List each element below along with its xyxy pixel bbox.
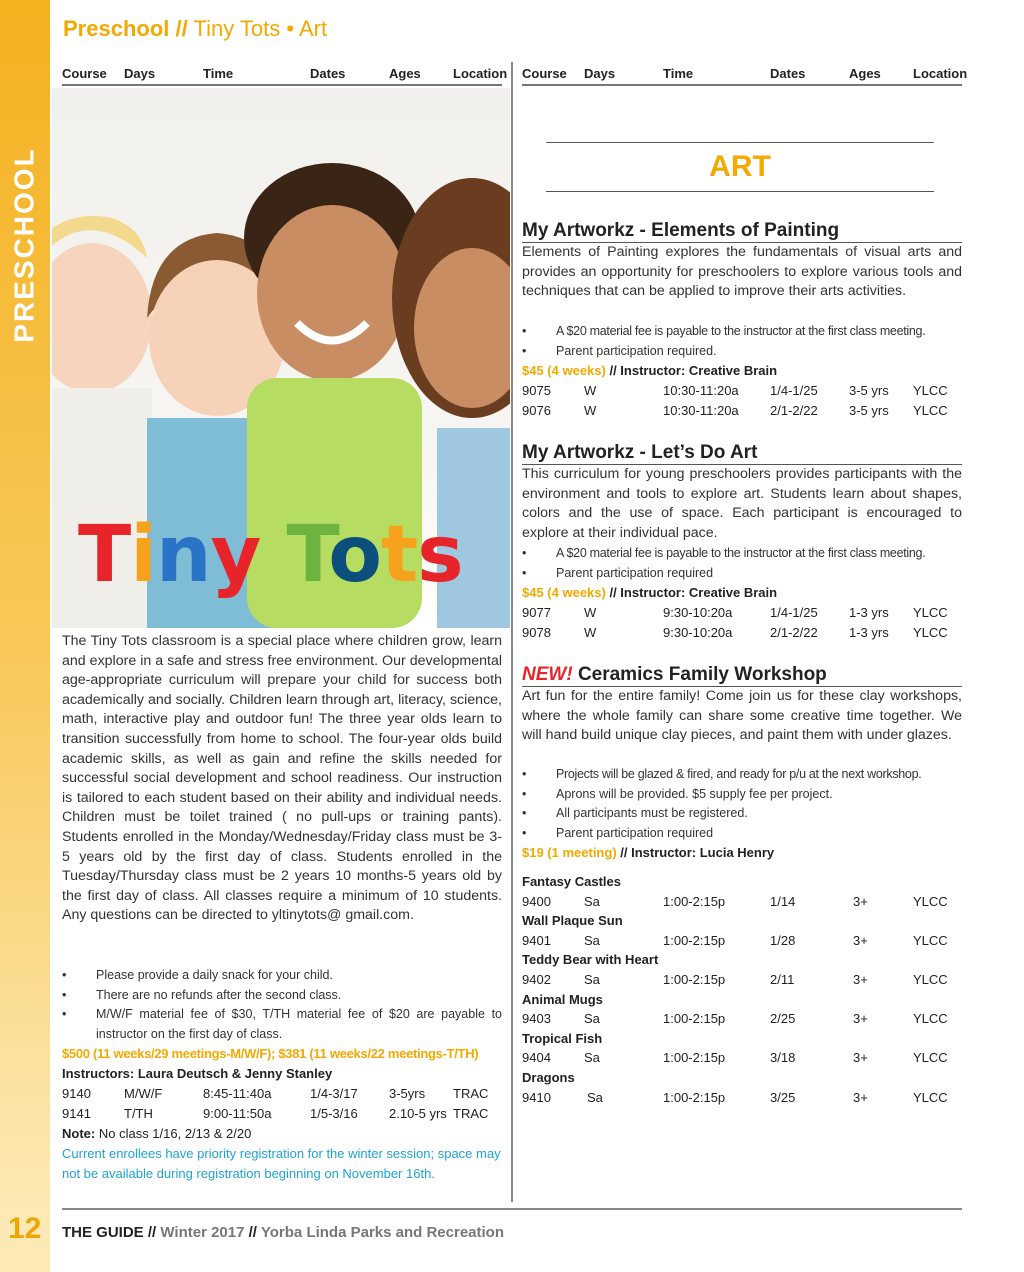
priority-notice: Current enrollees have priority registration for the winter session; space may not be available during registration beginning on November 16th. [62, 1146, 501, 1181]
logo-letter: i [130, 510, 156, 600]
dates: 1/14 [770, 893, 796, 909]
table-row [522, 892, 962, 912]
table-row [522, 1009, 962, 1029]
dates: 2/25 [770, 1011, 796, 1027]
time: 1:00-2:15p [663, 971, 726, 987]
column-header-left [62, 64, 508, 86]
table-row [62, 1104, 502, 1124]
col-course: Course [522, 66, 567, 81]
note-text: No class 1/16, 2/13 & 2/20 [98, 1126, 252, 1141]
page-title [63, 16, 327, 42]
tiny-tots-note [62, 1124, 251, 1144]
days: Sa [584, 1011, 600, 1027]
table-row [522, 970, 962, 990]
col-ages: Ages [389, 66, 421, 81]
location: YLCC [913, 403, 948, 418]
col-location: Location [453, 66, 508, 81]
col-dates: Dates [770, 66, 806, 81]
page-footer [62, 1224, 504, 1241]
tiny-tots-logo [78, 510, 463, 600]
days: Sa [584, 932, 600, 948]
logo-letter: o [328, 510, 381, 600]
table-row [522, 381, 962, 401]
painting-description: Elements of Painting explores the fundamentals of visual arts and provides an opportunity for preschoolers to explore various tools and techniques that can be applied to improve their arts activities. [522, 244, 962, 300]
sidebar-label: PRESCHOOL [9, 147, 41, 343]
ages: 1-3 yrs [849, 605, 889, 620]
course-number: 9404 [522, 1050, 551, 1066]
col-days: Days [584, 66, 616, 81]
ceramics-title: Ceramics Family Workshop [577, 664, 827, 685]
days: M/W/F [124, 1086, 163, 1101]
days: W [584, 403, 597, 418]
tiny-tots-bullets [62, 966, 502, 1044]
letsdo-description: This curriculum for young preschoolers provides participants with the environment and tools to explore art. Students learn about shapes, colors and the use of space. Each participant is encouraged to explore at their individual pace. [522, 466, 962, 541]
time: 1:00-2:15p [663, 932, 726, 948]
note-label: Note: [62, 1126, 96, 1141]
ages: 3+ [853, 1089, 868, 1105]
location: YLCC [913, 971, 948, 987]
course-number: 9077 [522, 605, 551, 620]
tiny-tots-description: The Tiny Tots classroom is a special place where children grow, learn and explore in a safe and stress free environment. Our developmental age-appropriate curriculum will prepare your child for success both academically and socially. Children learn through art, literacy, science, math, interactive play and outdoor fun! The three year olds learn to transition successfully from home to school. The four-year olds build academic skills, as well as gain and refine the skills needed for successful social development and school readiness. Our instruction is tailored to each student based on their ability and individual needs. Children must be toilet trained ( no pull-ups or training pants). Students enrolled in the Monday/Wednesday/Friday class must be 3-5 years old by the first day of class. Students enrolled in the Tuesday/Thursday class must be 2 years 10 months-5 years old by the first day of class. All classes require a minimum of 10 students. Any questions can be directed to yltinytots@ gmail.com. [62, 633, 502, 924]
time: 1:00-2:15p [663, 1089, 726, 1105]
ages: 3+ [853, 1050, 868, 1066]
logo-letter: T [78, 510, 131, 600]
footer-sep: // [147, 1224, 157, 1241]
column-divider [511, 62, 513, 1202]
price: $45 (4 weeks) [522, 585, 606, 600]
ages: 2.10-5 yrs [389, 1106, 447, 1121]
tiny-tots-price: $500 (11 weeks/29 meetings-M/W/F); $381 (11 weeks/22 meetings-T/TH) [62, 1046, 479, 1061]
course-number: 9410 [522, 1089, 551, 1105]
workshop-name: Dragons [522, 1069, 575, 1085]
letsdo-title: My Artworkz - Let’s Do Art [522, 442, 962, 465]
location: YLCC [913, 1011, 948, 1027]
time: 9:00-11:50a [203, 1106, 272, 1121]
instructor: // Instructor: Creative Brain [609, 585, 778, 600]
workshop-name: Tropical Fish [522, 1030, 603, 1046]
bullet-item: • All participants must be registered. [522, 804, 967, 824]
workshop-list [522, 872, 962, 1107]
ages: 3+ [853, 971, 868, 987]
dates: 1/5-3/16 [310, 1106, 358, 1121]
location: YLCC [913, 932, 948, 948]
dates: 3/18 [770, 1050, 796, 1066]
ceramics-price-line [522, 843, 774, 863]
course-number: 9403 [522, 1011, 551, 1027]
footer-org: Yorba Linda Parks and Recreation [260, 1224, 505, 1241]
ages: 3+ [853, 1011, 868, 1027]
dates: 1/4-1/25 [770, 383, 818, 398]
ages: 3+ [853, 893, 868, 909]
logo-letter: t [380, 510, 418, 600]
days: W [584, 605, 597, 620]
days: Sa [584, 893, 600, 909]
location: YLCC [913, 1089, 948, 1105]
location: TRAC [453, 1086, 489, 1101]
time: 8:45-11:40a [203, 1086, 272, 1101]
logo-letter: n [155, 510, 211, 600]
dates: 2/1-2/22 [770, 625, 818, 640]
ceramics-description: Art fun for the entire family! Come join us for these clay workshops, where the whole family can share some creative time together. We will hand build unique clay pieces, and paint them with under glazes. [522, 688, 962, 744]
col-time: Time [663, 66, 694, 81]
table-row [522, 1048, 962, 1068]
col-course: Course [62, 66, 107, 81]
course-number: 9400 [522, 893, 551, 909]
ages: 3+ [853, 932, 868, 948]
col-location: Location [913, 66, 968, 81]
footer-sep: // [248, 1224, 257, 1241]
dates: 2/1-2/22 [770, 403, 818, 418]
course-number: 9076 [522, 403, 551, 418]
letsdo-price-line [522, 583, 777, 603]
time: 10:30-11:20a [663, 383, 739, 398]
course-number: 9075 [522, 383, 551, 398]
logo-letter: s [417, 510, 463, 600]
bullet-item: • M/W/F material fee of $30, T/TH material fee of $20 are payable to instructor on the first day of class. [62, 1005, 502, 1044]
location: YLCC [913, 1050, 948, 1066]
bullet-item: • Projects will be glazed & fired, and ready for p/u at the next workshop. [522, 765, 967, 785]
time: 1:00-2:15p [663, 1050, 726, 1066]
time: 10:30-11:20a [663, 403, 739, 418]
price: $45 (4 weeks) [522, 363, 606, 378]
col-time: Time [203, 66, 234, 81]
ages: 1-3 yrs [849, 625, 889, 640]
table-row [62, 1084, 502, 1104]
bullet-item: • Aprons will be provided. $5 supply fee per project. [522, 785, 967, 805]
location: TRAC [453, 1106, 489, 1121]
course-number: 9078 [522, 625, 551, 640]
bullet-item: • Parent participation required [522, 564, 967, 584]
section-subtitle: Tiny Tots • Art [193, 16, 328, 41]
location: YLCC [913, 605, 948, 620]
workshop-name: Wall Plaque Sun [522, 913, 623, 929]
location: YLCC [913, 625, 948, 640]
title-separator: // [175, 16, 188, 41]
logo-letter: T [286, 510, 329, 600]
location: YLCC [913, 383, 948, 398]
days: W [584, 383, 597, 398]
time: 9:30-10:20a [663, 605, 733, 620]
logo-letter: y [210, 510, 261, 600]
course-number: 9141 [62, 1106, 91, 1121]
section-name: Preschool [63, 16, 170, 41]
bullet-item: • A $20 material fee is payable to the instructor at the first class meeting. [522, 322, 967, 342]
table-row [522, 623, 962, 643]
bullet-item: • There are no refunds after the second class. [62, 986, 502, 1006]
footer-divider [62, 1208, 962, 1210]
bullet-item: • Please provide a daily snack for your child. [62, 966, 502, 986]
table-row [522, 401, 962, 421]
workshop-name: Fantasy Castles [522, 874, 621, 889]
days: T/TH [124, 1106, 153, 1121]
footer-season: Winter 2017 [160, 1224, 245, 1241]
price: $19 (1 meeting) [522, 845, 617, 860]
col-dates: Dates [310, 66, 346, 81]
table-row [522, 603, 962, 623]
ages: 3-5 yrs [849, 383, 889, 398]
page-number: 12 [8, 1212, 42, 1245]
dates: 1/4-3/17 [310, 1086, 358, 1101]
time: 1:00-2:15p [663, 893, 726, 909]
new-badge: NEW! [522, 664, 573, 685]
table-row [522, 931, 962, 951]
col-days: Days [124, 66, 156, 81]
bullet-item: • Parent participation required [522, 824, 967, 844]
dates: 1/28 [770, 932, 796, 948]
workshop-name: Animal Mugs [522, 991, 603, 1007]
days: Sa [587, 1089, 603, 1105]
workshop-name: Teddy Bear with Heart [522, 952, 659, 968]
ages: 3-5yrs [389, 1086, 426, 1101]
ceramics-title-line [522, 664, 962, 687]
ceramics-bullets [522, 765, 967, 843]
column-header-right [522, 64, 968, 86]
bullet-item: • A $20 material fee is payable to the instructor at the first class meeting. [522, 544, 967, 564]
table-row [522, 1088, 962, 1108]
dates: 3/25 [770, 1089, 796, 1105]
bullet-item: • Parent participation required. [522, 342, 967, 362]
days: Sa [584, 971, 600, 987]
instructor: // Instructor: Creative Brain [609, 363, 778, 378]
art-banner: ART [546, 142, 934, 192]
days: W [584, 625, 597, 640]
days: Sa [584, 1050, 600, 1066]
time: 1:00-2:15p [663, 1011, 726, 1027]
col-ages: Ages [849, 66, 881, 81]
location: YLCC [913, 893, 948, 909]
footer-guide: THE GUIDE [62, 1224, 144, 1241]
letsdo-bullets [522, 544, 967, 583]
page-number-box [0, 1210, 50, 1272]
dates: 2/11 [770, 971, 795, 987]
logo-letter [260, 510, 286, 600]
painting-bullets [522, 322, 967, 361]
course-number: 9401 [522, 932, 551, 948]
time: 9:30-10:20a [663, 625, 733, 640]
instructor: // Instructor: Lucia Henry [620, 845, 775, 860]
painting-title: My Artworkz - Elements of Painting [522, 220, 962, 243]
dates: 1/4-1/25 [770, 605, 818, 620]
course-number: 9140 [62, 1086, 91, 1101]
ages: 3-5 yrs [849, 403, 889, 418]
painting-price-line [522, 361, 777, 381]
course-number: 9402 [522, 971, 551, 987]
tiny-tots-instructors: Instructors: Laura Deutsch & Jenny Stanley [62, 1066, 333, 1081]
